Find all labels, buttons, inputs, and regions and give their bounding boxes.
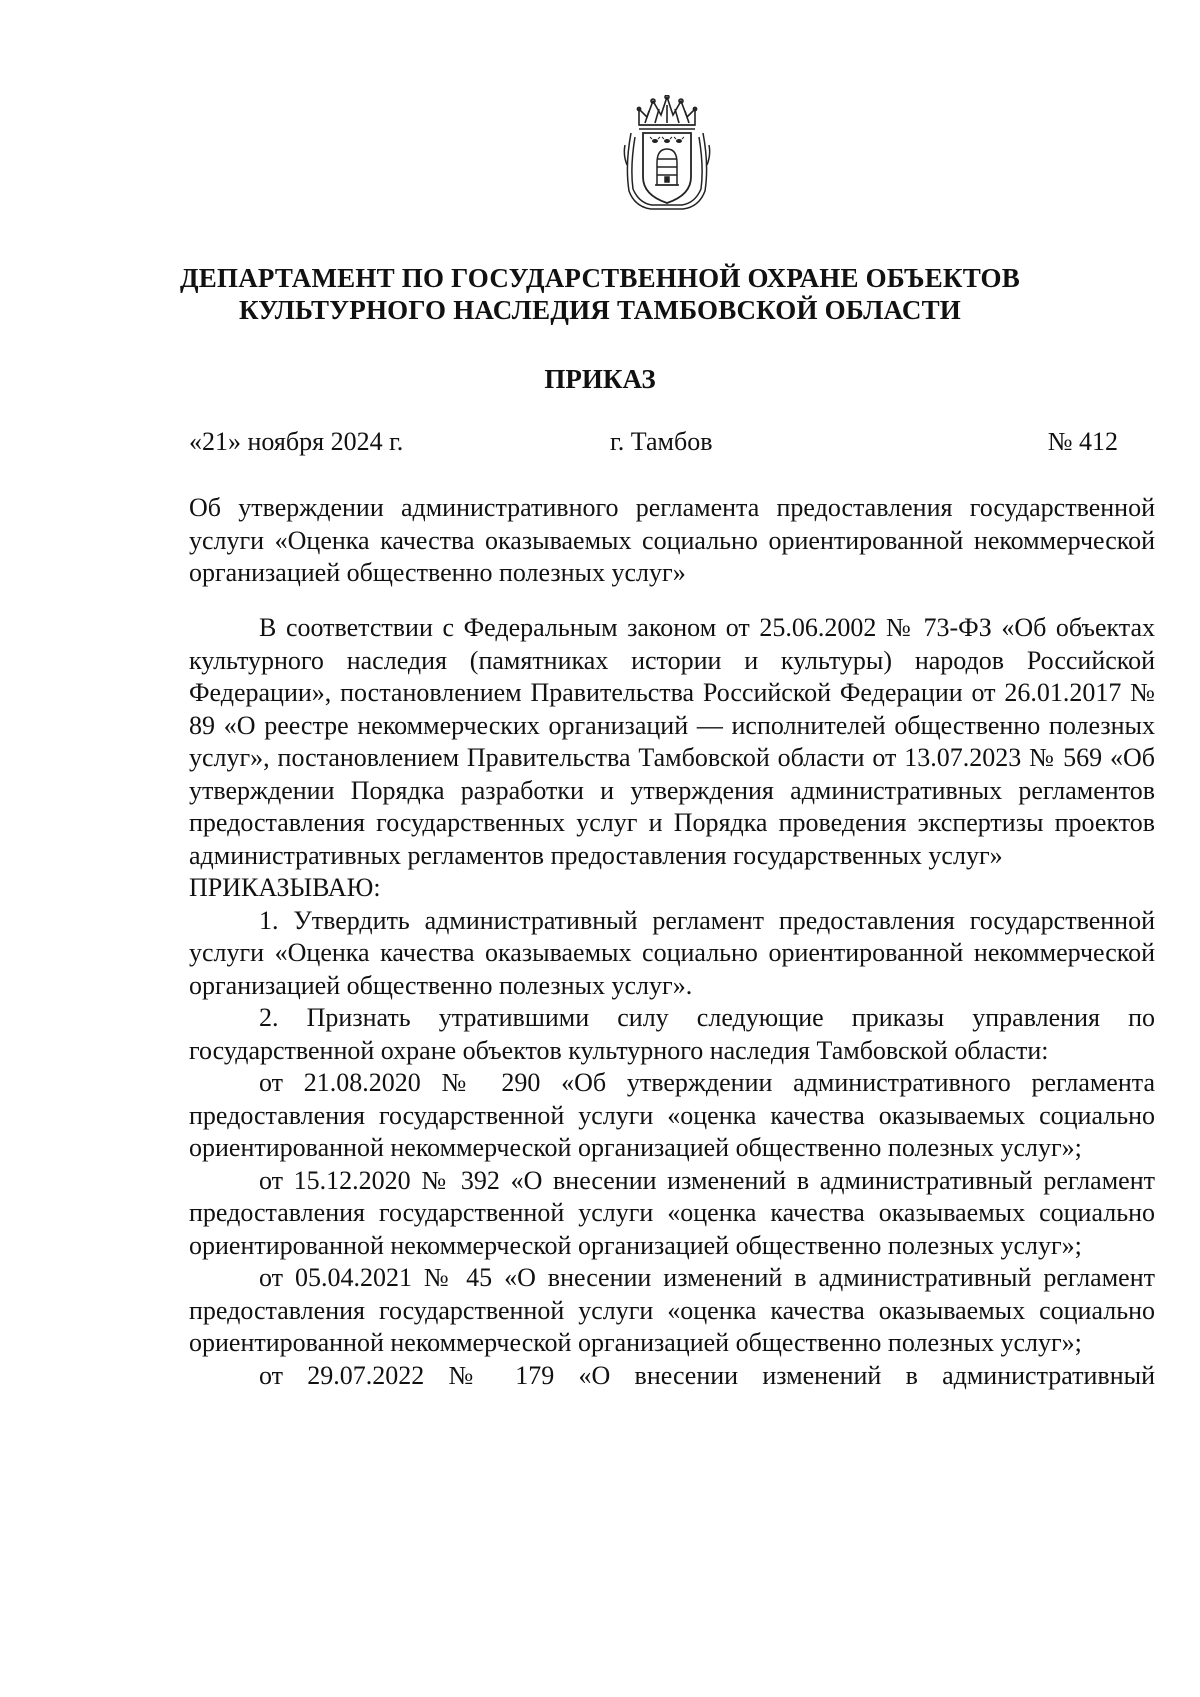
order-subject bbox=[189, 492, 1155, 590]
repealed-order-1: от 21.08.2020 № 290 «Об утверждении административного регламента предоставления государственной услуги «оценка качества оказываемых социально ориентированной некоммерческой организацией общественно полезных услуг»; bbox=[189, 1068, 1155, 1162]
preamble-paragraph: В соответствии с Федеральным законом от 25.06.2002 № 73-ФЗ «Об объектах культурного наследия (памятниках истории и культуры) народов Российской Федерации», постановлением Правительства Российской Федерации от 26.01.2017 № 89 «О реестре некоммерческих организаций — исполнителей общественно полезных услуг», постановлением Правительства Тамбовской области от 13.07.2023 № 569 «Об утверждении Порядка разработки и утверждения административных регламентов предоставления государственных услуг и Порядка проведения экспертизы проектов административных регламентов предоставления государственных услуг» bbox=[189, 613, 1155, 870]
order-date: «21» ноября 2024 г. bbox=[189, 427, 404, 456]
repealed-order-2: от 15.12.2020 № 392 «О внесении изменений в административный регламент предоставления государственной услуги «оценка качества оказываемых социально ориентированной некоммерческой организацией общественно полезных услуг»; bbox=[189, 1165, 1155, 1260]
order-number: № 412 bbox=[1047, 427, 1118, 456]
order-word: ПРИКАЗЫВАЮ: bbox=[189, 873, 381, 902]
repealed-order-3: от 05.04.2021 № 45 «О внесении изменений в административный регламент предоставления государственной услуги «оценка качества оказываемых социально ориентированной некоммерческой организацией общественно полезных услуг»; bbox=[189, 1263, 1155, 1357]
order-city: г. Тамбов bbox=[610, 427, 713, 456]
repealed-order-4: от 29.07.2022 № 179 «О внесении изменений в административный bbox=[259, 1360, 1155, 1390]
order-body bbox=[189, 612, 1155, 1392]
item-2-paragraph: 2. Признать утратившими силу следующие приказы управления по государственной охране объектов культурного наследия Тамбовской области: bbox=[189, 1003, 1155, 1065]
subject-text: Об утверждении административного регламента предоставления государственной услуги «Оценка качества оказываемых социально ориентированной некоммерческой организацией общественно полезных услуг» bbox=[189, 493, 1155, 587]
department-line-1: ДЕПАРТАМЕНТ ПО ГОСУДАРСТВЕННОЙ ОХРАНЕ ОБЪЕКТОВ bbox=[180, 263, 1020, 293]
item-1-paragraph: 1. Утвердить административный регламент предоставления государственной услуги «Оценка качества оказываемых социально ориентированной некоммерческой организацией общественно полезных услуг». bbox=[189, 905, 1155, 1000]
department-line-2: КУЛЬТУРНОГО НАСЛЕДИЯ ТАМБОВСКОЙ ОБЛАСТИ bbox=[239, 295, 961, 325]
department-name bbox=[120, 262, 1080, 326]
document-type: ПРИКАЗ bbox=[544, 364, 656, 394]
coat-of-arms-icon bbox=[621, 95, 713, 219]
